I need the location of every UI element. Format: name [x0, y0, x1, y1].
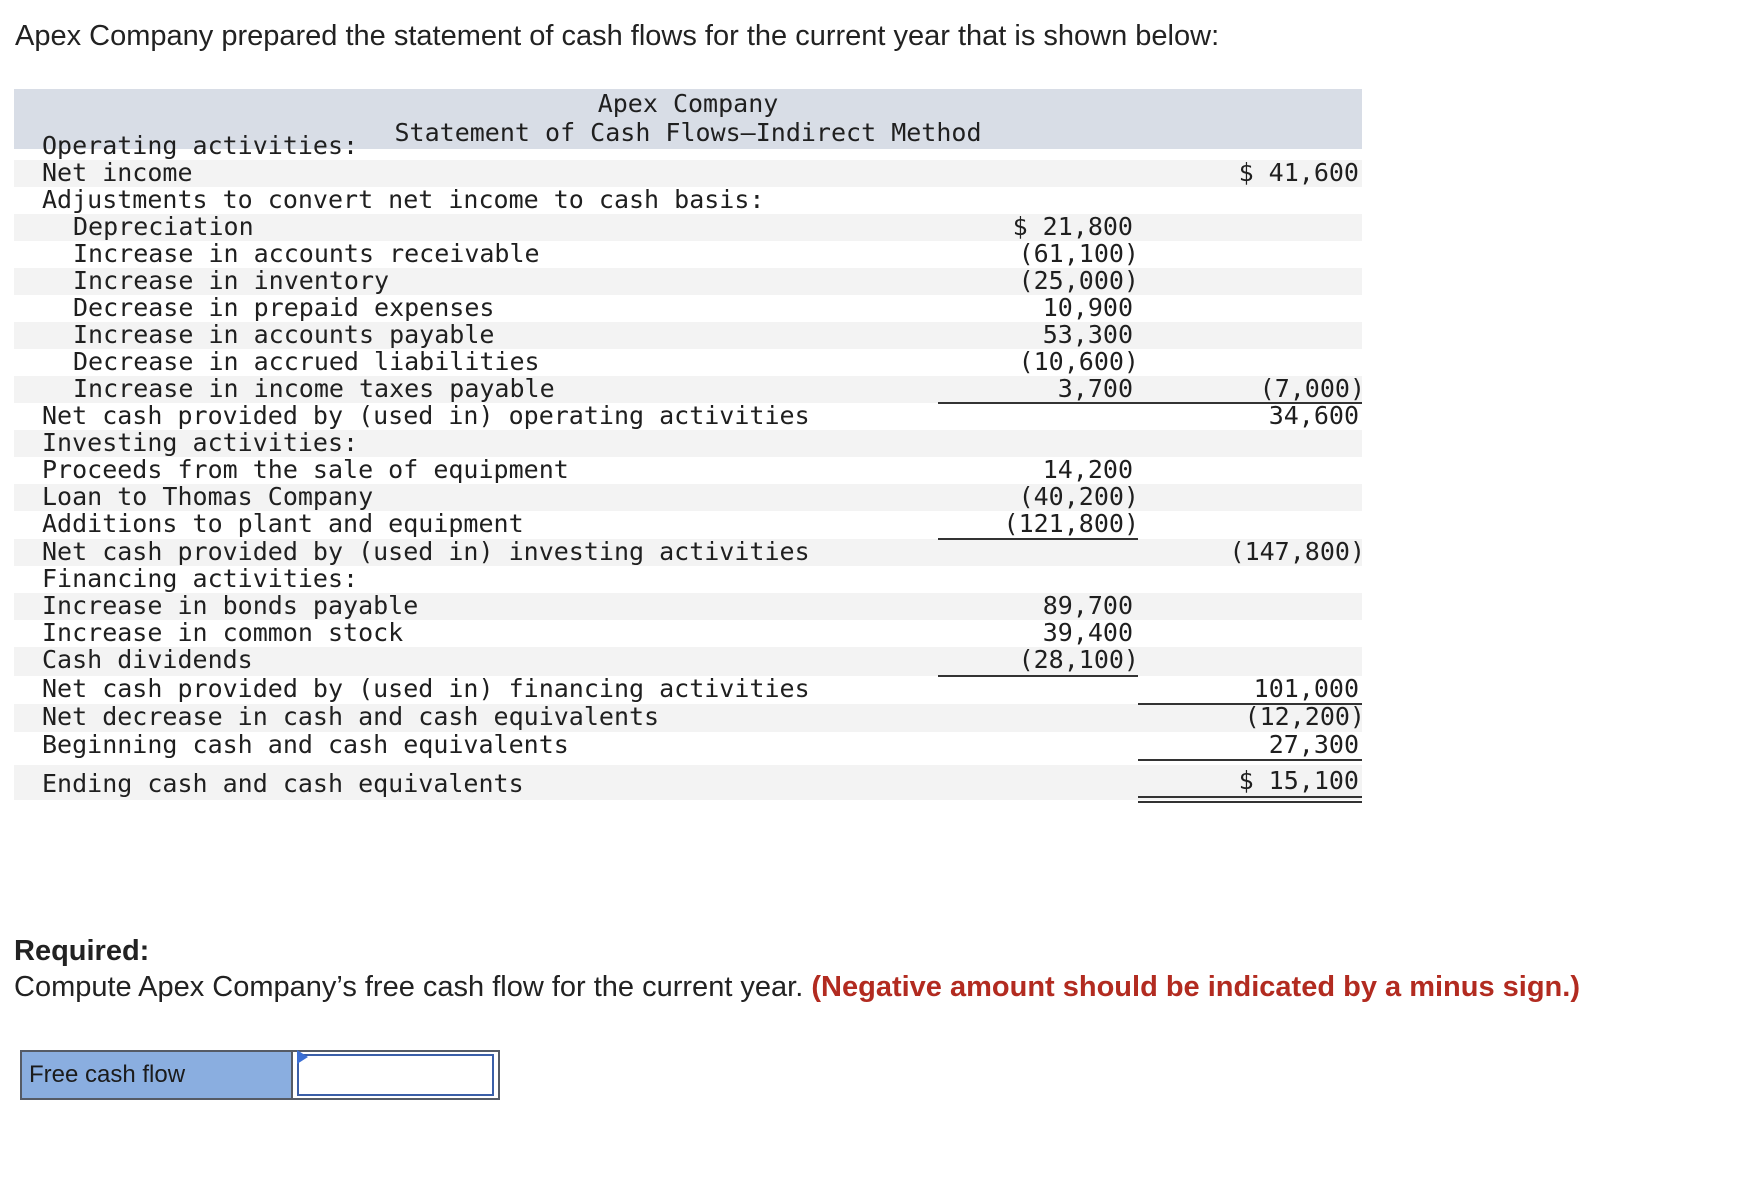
required-note: (Negative amount should be indicated by a minus sign.): [811, 971, 1580, 1003]
row-label: Decrease in prepaid expenses: [73, 293, 495, 322]
underline-rule: [1138, 703, 1362, 705]
detail-amount: (40,200): [1018, 482, 1139, 511]
detail-amount: 14,200: [1042, 455, 1133, 484]
row-label: Net cash provided by (used in) operating activities: [42, 401, 810, 430]
statement-row: [14, 511, 1362, 539]
underline-rule: [938, 675, 1138, 677]
statement-row: [14, 214, 1362, 241]
row-label: Depreciation: [73, 212, 254, 241]
detail-amount: 89,700: [1042, 591, 1133, 620]
total-amount: 27,300: [1268, 730, 1359, 759]
input-marker-icon: [297, 1050, 308, 1064]
row-label: Adjustments to convert net income to cash basis:: [42, 185, 765, 214]
statement-row: [14, 322, 1362, 349]
detail-amount: 10,900: [1042, 293, 1133, 322]
row-label: Additions to plant and equipment: [42, 509, 524, 538]
statement-row: [14, 676, 1362, 704]
detail-amount: 53,300: [1042, 320, 1133, 349]
row-label: Increase in income taxes payable: [73, 374, 555, 403]
underline-rule: [1138, 759, 1362, 761]
detail-amount: (121,800): [1003, 509, 1139, 538]
free-cash-flow-input[interactable]: [297, 1054, 494, 1096]
statement-row: [14, 374, 1365, 403]
row-label: Investing activities:: [42, 428, 359, 457]
row-label: Net income: [42, 158, 193, 187]
free-cash-flow-label: Free cash flow: [22, 1052, 293, 1098]
detail-amount: (10,600): [1018, 347, 1139, 376]
double-underline-rule: [1138, 796, 1362, 803]
detail-amount: (25,000): [1018, 266, 1139, 295]
statement-row: [14, 430, 1362, 457]
row-label: Net cash provided by (used in) financing activities: [42, 674, 810, 703]
company-name: Apex Company: [597, 89, 779, 118]
statement-row: [14, 702, 1365, 732]
total-amount: $ 15,100: [1238, 766, 1359, 795]
row-label: Net decrease in cash and cash equivalents: [42, 702, 660, 731]
statement-row: [14, 765, 1362, 800]
row-label: Increase in bonds payable: [42, 591, 419, 620]
row-label: Increase in common stock: [42, 618, 404, 647]
statement-row: [14, 537, 1365, 566]
total-amount: 34,600: [1268, 401, 1359, 430]
required-text: Compute Apex Company’s free cash flow for the current year.: [14, 971, 804, 1003]
statement-row: [14, 295, 1362, 322]
statement-row: [14, 268, 1362, 295]
underline-rule: [1138, 402, 1362, 404]
detail-amount: 39,400: [1042, 618, 1133, 647]
detail-amount: (61,100): [1018, 239, 1139, 268]
statement-row: [14, 593, 1362, 620]
detail-amount: (28,100): [1018, 645, 1139, 674]
total-amount: (7,000): [1259, 374, 1365, 403]
total-amount: (12,200): [1244, 702, 1365, 731]
row-label: Financing activities:: [42, 564, 359, 593]
cash-flow-statement: [14, 89, 1365, 897]
statement-row: [14, 457, 1362, 484]
statement-row: [14, 187, 1362, 214]
statement-row: [14, 403, 1362, 430]
row-label: Cash dividends: [42, 645, 253, 674]
detail-amount: $ 21,800: [1012, 212, 1133, 241]
detail-amount: 3,700: [1057, 374, 1133, 403]
row-label: Increase in inventory: [73, 266, 390, 295]
total-amount: $ 41,600: [1238, 158, 1359, 187]
row-label: Proceeds from the sale of equipment: [42, 455, 569, 484]
row-label: Net cash provided by (used in) investing activities: [42, 537, 810, 566]
underline-rule: [938, 538, 1138, 540]
statement-title: Statement of Cash Flows—Indirect Method: [394, 118, 982, 147]
row-label: Increase in accounts payable: [73, 320, 495, 349]
statement-row: [14, 349, 1362, 376]
required-instructions: [14, 968, 1580, 1006]
statement-row: [14, 620, 1362, 647]
statement-row: [14, 647, 1362, 676]
row-label: Decrease in accrued liabilities: [73, 347, 540, 376]
intro-text: Apex Company prepared the statement of cash flows for the current year that is shown below:: [15, 20, 1220, 52]
statement-row: [14, 241, 1362, 268]
row-label: Beginning cash and cash equivalents: [42, 730, 569, 759]
statement-row: [14, 160, 1362, 187]
required-heading: Required:: [14, 935, 150, 967]
underline-rule: [938, 402, 1138, 404]
statement-row: [14, 566, 1362, 593]
row-label: Operating activities:: [42, 131, 359, 160]
row-label: Increase in accounts receivable: [73, 239, 540, 268]
total-amount: 101,000: [1253, 674, 1359, 703]
row-label: Loan to Thomas Company: [42, 482, 374, 511]
free-cash-flow-answer: [20, 1050, 500, 1100]
statement-row: [14, 484, 1362, 511]
total-amount: (147,800): [1229, 537, 1365, 566]
statement-row: [14, 133, 1362, 160]
row-label: Ending cash and cash equivalents: [42, 769, 524, 798]
